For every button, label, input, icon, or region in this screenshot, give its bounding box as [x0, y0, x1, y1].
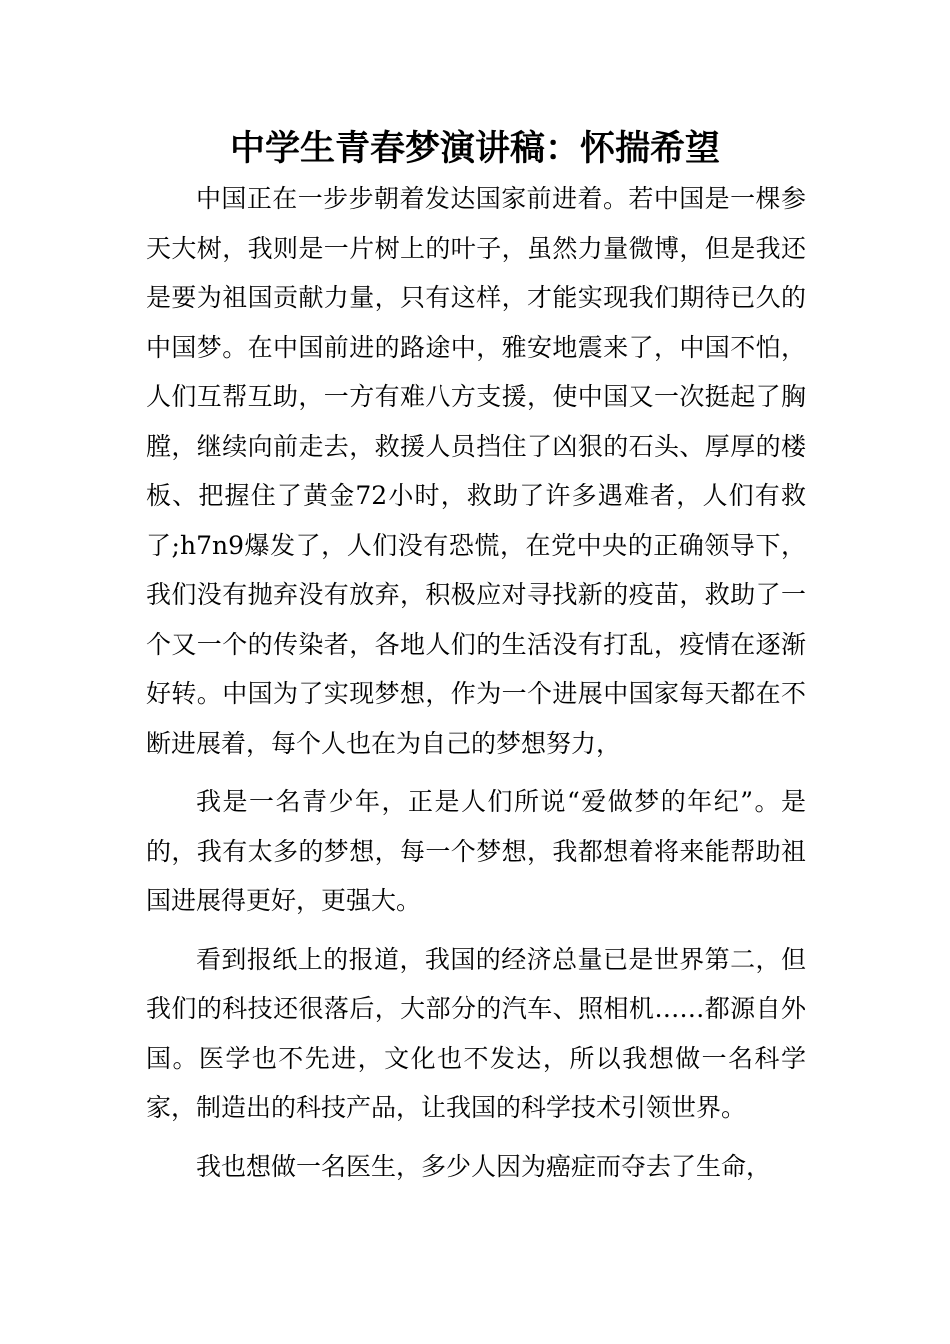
- paragraph: 看到报纸上的报道，我国的经济总量已是世界第二，但我们的科技还很落后，大部分的汽车、照相机……都源自外国。医学也不先进，文化也不发达，所以我想做一名科学家，制造出的科技产品，让我国的科学技术引领世界。: [146, 944, 806, 1122]
- document-body: [146, 174, 806, 1191]
- paragraph: 中国正在一步步朝着发达国家前进着。若中国是一棵参天大树，我则是一片树上的叶子，虽然力量微博，但是我还是要为祖国贡献力量，只有这样，才能实现我们期待已久的中国梦。在中国前进的路途中，雅安地震来了，中国不怕，人们互帮互助，一方有难八方支援，使中国又一次挺起了胸膛，继续向前走去，救援人员挡住了凶狠的石头、厚厚的楼板、把握住了黄金72小时，救助了许多遇难者，人们有救了;h7n9爆发了，人们没有恐慌，在党中央的正确领导下，我们没有抛弃没有放弃，积极应对寻找新的疫苗，救助了一个又一个的传染者，各地人们的生活没有打乱，疫情在逐渐好转。中国为了实现梦想，作为一个进展中国家每天都在不断进展着，每个人也在为自己的梦想努力，: [146, 184, 806, 758]
- document-title: 中学生青春梦演讲稿：怀揣希望: [229, 129, 720, 169]
- paragraph: 我也想做一名医生，多少人因为癌症而夺去了生命，: [196, 1151, 772, 1181]
- paragraph: 我是一名青少年，正是人们所说“爱做梦的年纪”。是的，我有太多的梦想，每一个梦想，我都想着将来能帮助祖国进展得更好，更强大。: [146, 787, 806, 915]
